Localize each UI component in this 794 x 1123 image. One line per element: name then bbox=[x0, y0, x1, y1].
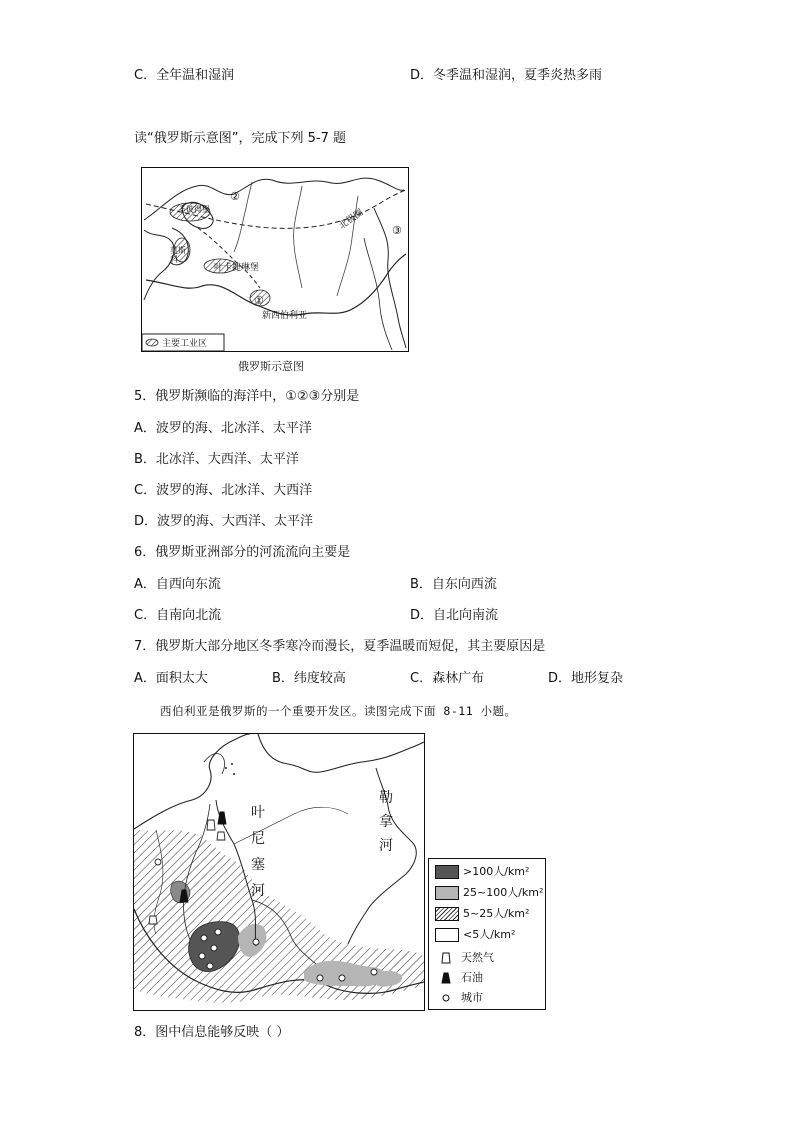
map1-legend-label: 主要工业区 bbox=[162, 339, 208, 349]
yenisei-char: 河 bbox=[251, 883, 265, 899]
map1-label-2: ② bbox=[230, 190, 240, 203]
legend-item-light bbox=[435, 886, 543, 900]
map1-label-yekaterinburg: 叶卡捷琳堡 bbox=[214, 263, 260, 273]
siberia-map-legend bbox=[428, 858, 546, 1010]
city-icon bbox=[435, 992, 457, 1004]
q6-option-d: D．自北向南流 bbox=[410, 608, 499, 623]
legend-label: >100人/km² bbox=[463, 865, 530, 878]
legend-item-white bbox=[435, 928, 515, 942]
legend-label: 25~100人/km² bbox=[463, 886, 544, 899]
map1-label-stpetersburg: 圣彼得堡 bbox=[178, 205, 210, 214]
section-intro-siberia: 西伯利亚是俄罗斯的一个重要开发区。读图完成下面 8-11 小题。 bbox=[160, 704, 517, 718]
legend-swatch-dark bbox=[435, 865, 459, 879]
legend-label: 5~25人/km² bbox=[463, 907, 530, 920]
option-d-prev: D．冬季温和湿润，夏季炎热多雨 bbox=[410, 68, 603, 83]
q5-option-b: B．北冰洋、大西洋、太平洋 bbox=[134, 452, 299, 467]
lena-river-label bbox=[378, 786, 394, 858]
q5-option-d: D．波罗的海、大西洋、太平洋 bbox=[134, 514, 314, 529]
lena-char: 拿 bbox=[379, 814, 393, 830]
legend-item-hatch bbox=[435, 907, 529, 921]
q7-option-c: C．森林广布 bbox=[410, 671, 485, 686]
map1-label-novosibirsk: 新西伯利亚 bbox=[262, 311, 308, 321]
legend-item-oil bbox=[435, 971, 483, 985]
russia-map bbox=[141, 167, 409, 352]
legend-item-city bbox=[435, 991, 483, 1005]
legend-swatch-hatch bbox=[435, 907, 459, 921]
q6-option-a: A．自西向东流 bbox=[134, 577, 221, 592]
legend-label: 石油 bbox=[461, 971, 483, 984]
q7-option-b: B．纬度较高 bbox=[272, 671, 346, 686]
lena-char: 河 bbox=[379, 838, 393, 854]
legend-label: 天然气 bbox=[461, 951, 494, 964]
legend-item-gas bbox=[435, 951, 494, 965]
option-c-prev: C．全年温和湿润 bbox=[134, 68, 235, 83]
legend-label: <5人/km² bbox=[463, 928, 516, 941]
q5-option-c: C．波罗的海、北冰洋、大西洋 bbox=[134, 483, 313, 498]
q6-option-b: B．自东向西流 bbox=[410, 577, 497, 592]
legend-swatch-white bbox=[435, 928, 459, 942]
legend-item-dark bbox=[435, 865, 529, 879]
q7-option-a: A．面积太大 bbox=[134, 671, 208, 686]
map1-label-1: ① bbox=[254, 294, 264, 307]
yenisei-char: 塞 bbox=[251, 857, 265, 873]
q5-stem: 5．俄罗斯濒临的海洋中，①②③分别是 bbox=[134, 389, 360, 404]
natural-gas-icon bbox=[435, 952, 457, 964]
yenisei-char: 叶 bbox=[251, 805, 265, 821]
siberia-map-drawing bbox=[134, 734, 424, 1010]
map1-label-arctic: 北极圈 bbox=[337, 207, 366, 232]
map1-label-3: ③ bbox=[392, 224, 402, 237]
map1-label-moscow: 莫斯科 bbox=[170, 246, 186, 264]
yenisei-char: 尼 bbox=[251, 831, 265, 847]
legend-swatch-light bbox=[435, 886, 459, 900]
q7-option-d: D．地形复杂 bbox=[548, 671, 624, 686]
q5-option-a: A．波罗的海、北冰洋、太平洋 bbox=[134, 421, 312, 436]
q8-stem: 8．图中信息能够反映（ ） bbox=[134, 1025, 290, 1040]
lena-char: 勒 bbox=[379, 790, 393, 806]
map1-caption: 俄罗斯示意图 bbox=[238, 360, 304, 373]
q6-stem: 6．俄罗斯亚洲部分的河流流向主要是 bbox=[134, 545, 351, 560]
q7-stem: 7．俄罗斯大部分地区冬季寒冷而漫长，夏季温暖而短促，其主要原因是 bbox=[134, 639, 546, 654]
section-intro-russia: 读“俄罗斯示意图”，完成下列 5-7 题 bbox=[134, 131, 346, 146]
oil-icon bbox=[435, 972, 457, 984]
q6-option-c: C．自南向北流 bbox=[134, 608, 222, 623]
siberia-map bbox=[133, 733, 425, 1011]
yenisei-river-label bbox=[250, 800, 266, 904]
legend-label: 城市 bbox=[461, 991, 483, 1004]
